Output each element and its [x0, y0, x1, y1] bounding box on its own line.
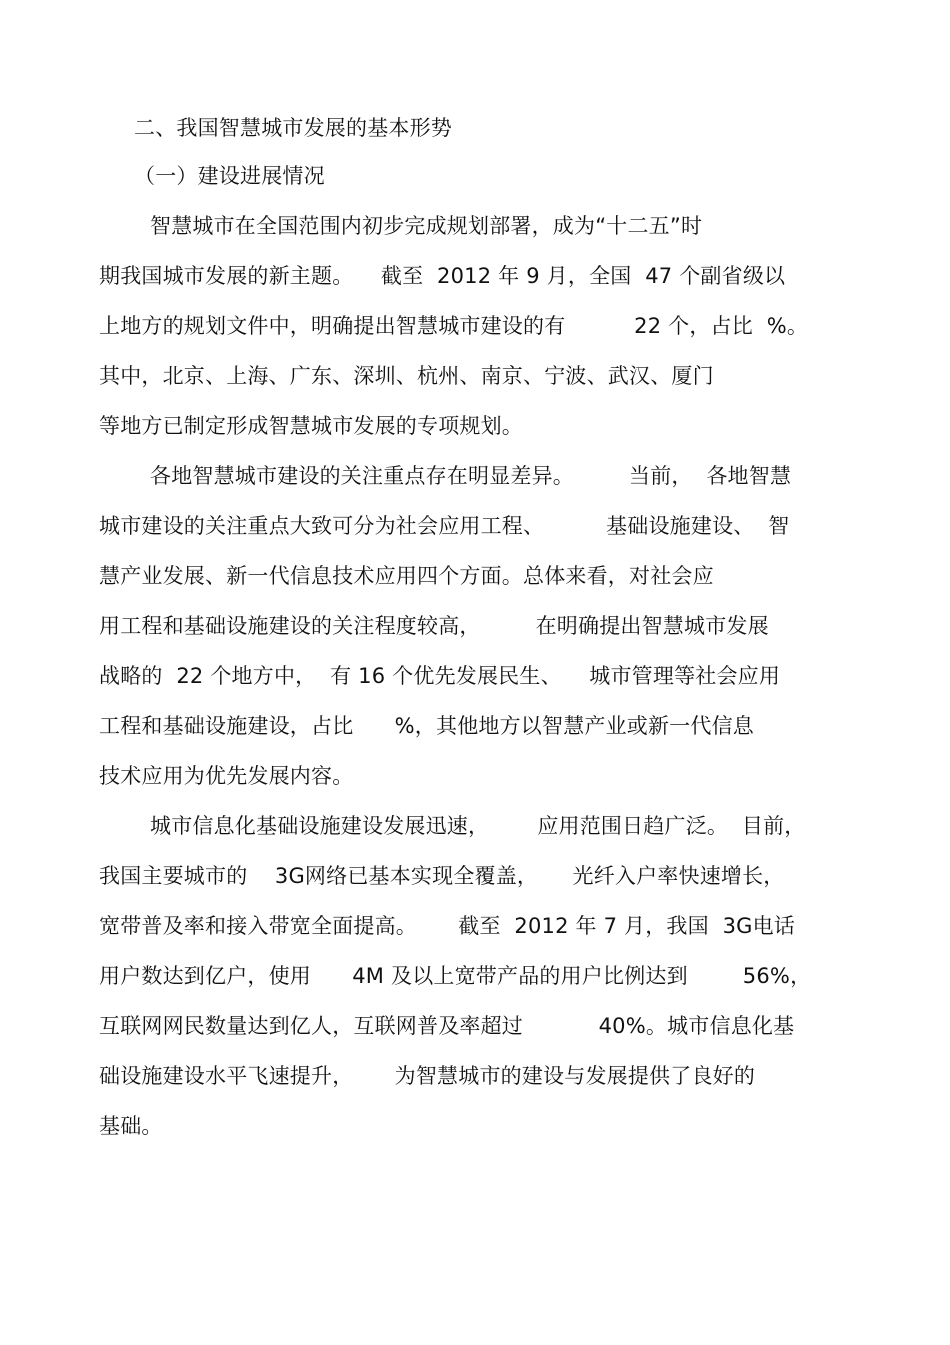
paragraph-line: 等地方已制定形成智慧城市发展的专项规划。 [99, 414, 523, 438]
paragraph-line: 上地方的规划文件中，明确提出智慧城市建设的有 22 个，占比 %。 [99, 314, 809, 338]
paragraph-line: 用工程和基础设施建设的关注程度较高， 在明确提出智慧城市发展 [99, 614, 769, 638]
paragraph-line: 慧产业发展、新一代信息技术应用四个方面。总体来看，对社会应 [99, 564, 714, 588]
paragraph-line: 战略的 22 个地方中， 有 16 个优先发展民生、 城市管理等社会应用 [99, 664, 781, 688]
paragraph-line: 基础。 [99, 1114, 163, 1138]
paragraph-line: 工程和基础设施建设，占比 %，其他地方以智慧产业或新一代信息 [99, 714, 755, 738]
paragraph-line: 期我国城市发展的新主题。 截至 2012 年 9 月，全国 47 个副省级以 [99, 264, 786, 288]
paragraph-line: 各地智慧城市建设的关注重点存在明显差异。 当前， 各地智慧 [150, 464, 792, 488]
paragraph-line: 城市信息化基础设施建设发展迅速， 应用范围日趋广泛。 目前， [150, 814, 806, 838]
paragraph-line: 互联网网民数量达到亿人，互联网普及率超过 40%。城市信息化基 [99, 1014, 795, 1038]
paragraph-line: 宽带普及率和接入带宽全面提高。 截至 2012 年 7 月，我国 3G电话 [99, 914, 796, 938]
paragraph-line: 我国主要城市的 3G网络已基本实现全覆盖， 光纤入户率快速增长， [99, 864, 785, 888]
subsection-heading: （一）建设进展情况 [134, 164, 325, 188]
paragraph-line: 城市建设的关注重点大致可分为社会应用工程、 基础设施建设、 智 [99, 514, 790, 538]
paragraph-line: 其中，北京、上海、广东、深圳、杭州、南京、宁波、武汉、厦门 [99, 364, 714, 388]
paragraph-line: 技术应用为优先发展内容。 [99, 764, 354, 788]
paragraph-line: 智慧城市在全国范围内初步完成规划部署，成为“十二五”时 [150, 214, 703, 238]
paragraph-line: 础设施建设水平飞速提升， 为智慧城市的建设与发展提供了良好的 [99, 1064, 756, 1088]
section-heading: 二、我国智慧城市发展的基本形势 [134, 116, 452, 140]
paragraph-line: 用户数达到亿户，使用 4M 及以上宽带产品的用户比例达到 56%， [99, 964, 812, 988]
